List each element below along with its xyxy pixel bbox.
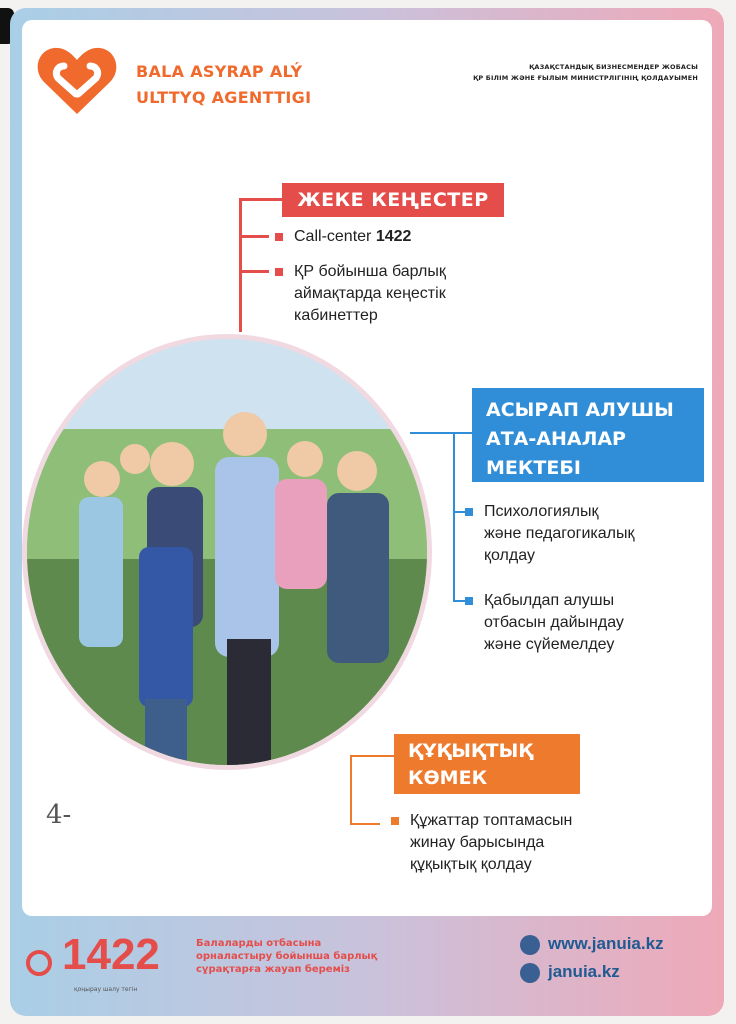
phone-icon [26, 950, 52, 976]
globe-icon [520, 935, 540, 955]
preparation-line-3: және сүйемелдеу [484, 636, 615, 653]
legal-title-line-1: ҚҰҚЫҚТЫҚ [408, 740, 533, 762]
hotline-number [62, 928, 160, 982]
support-line-2: және педагогикалық [484, 525, 635, 542]
family-photo [22, 334, 432, 770]
preparation-line-1: Қабылдап алушы [484, 592, 615, 609]
connector-orange-horizontal [350, 755, 396, 757]
tick-orange-1 [350, 823, 380, 825]
legal-title-line-2: КӨМЕК [408, 767, 488, 789]
support-line-1: Психологиялық [484, 503, 599, 520]
handwritten-mark: 4- [46, 800, 72, 830]
instagram-link[interactable] [548, 962, 620, 982]
website-link[interactable] [548, 934, 664, 954]
offices-line-2: аймақтарда кеңестік [294, 285, 446, 302]
connector-red-horizontal [239, 198, 283, 201]
callcenter-label: Call-center [294, 228, 376, 245]
bullet-square-icon [275, 268, 283, 276]
school-title-line-2: АТА-АНАЛАР [486, 428, 626, 450]
section-title-consultations: ЖЕКЕ КЕҢЕСТЕР [282, 183, 504, 217]
family-illustration [27, 339, 427, 765]
legal-item-documents [410, 810, 572, 876]
hotline-note: қоңырау шалу тегін [74, 986, 138, 993]
documents-line-2: жинау барысында [410, 834, 545, 851]
offices-line-3: кабинеттер [294, 307, 378, 324]
tagline-line-1: Балаларды отбасына [196, 938, 322, 949]
tick-red-1 [239, 235, 269, 238]
hotline-number-text: 1422 [62, 930, 160, 979]
school-item-preparation [484, 590, 624, 656]
instagram-text: januia.kz [548, 962, 620, 981]
tick-red-2 [239, 270, 269, 273]
documents-line-3: құқықтық қолдау [410, 856, 532, 873]
bullet-square-icon [465, 508, 473, 516]
bullet-square-icon [391, 817, 399, 825]
brand-line-1: BALA ASYRAP ALÝ [136, 62, 303, 81]
bullet-square-icon [465, 597, 473, 605]
brand-name [136, 59, 311, 111]
tagline-line-3: сұрақтарға жауап береміз [196, 964, 350, 975]
sponsor-text [473, 62, 698, 84]
school-item-support [484, 501, 634, 567]
support-line-3: қолдау [484, 547, 535, 564]
instagram-icon [520, 963, 540, 983]
documents-line-1: Құжаттар топтамасын [410, 812, 573, 829]
heart-logo-icon [36, 44, 118, 116]
website-text: www.januia.kz [548, 934, 664, 953]
consult-item-offices [294, 261, 446, 327]
callcenter-number: 1422 [375, 228, 412, 245]
preparation-line-2: отбасын дайындау [484, 614, 624, 631]
brand-line-2: ULTTYQ AGENTTIGI [136, 88, 312, 107]
connector-blue-vertical [453, 432, 455, 602]
section-title-parent-school [472, 388, 704, 482]
tagline-line-2: орналастыру бойынша барлық [196, 951, 378, 962]
footer-tagline [196, 937, 377, 976]
school-title-line-1: АСЫРАП АЛУШЫ [486, 399, 674, 421]
connector-red-vertical [239, 198, 242, 332]
connector-blue-horizontal [410, 432, 474, 434]
offices-line-1: ҚР бойынша барлық [294, 263, 446, 280]
connector-orange-vertical [350, 755, 352, 825]
school-title-line-3: МЕКТЕБІ [486, 457, 581, 479]
sponsor-line-2: ҚР БІЛІМ ЖӘНЕ ҒЫЛЫМ МИНИСТРЛІГІНІҢ ҚОЛДАУЫМЕН [473, 74, 698, 82]
sponsor-line-1: ҚАЗАҚСТАНДЫҚ БИЗНЕСМЕНДЕР ЖОБАСЫ [529, 63, 698, 71]
bullet-square-icon [275, 233, 283, 241]
consult-item-callcenter [294, 226, 411, 248]
section-title-legal-help [394, 734, 580, 794]
